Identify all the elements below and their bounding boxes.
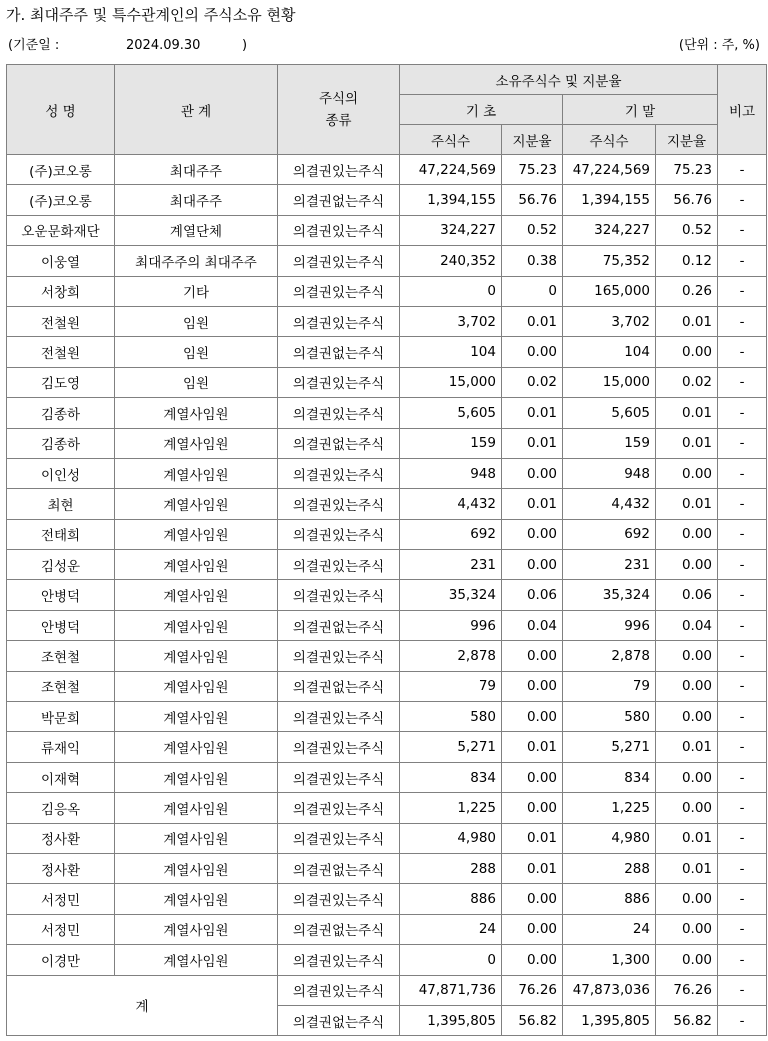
end-ratio-cell: 76.26 [656, 975, 718, 1005]
end-shares-cell: 1,394,155 [563, 185, 656, 215]
note-cell: - [718, 398, 767, 428]
end-shares-cell: 4,980 [563, 823, 656, 853]
stock-type-cell: 의결권없는주식 [278, 428, 400, 458]
note-cell: - [718, 367, 767, 397]
end-ratio-cell: 0.00 [656, 702, 718, 732]
begin-ratio-cell: 0.00 [502, 641, 563, 671]
note-cell: - [718, 580, 767, 610]
header-note: 비고 [718, 65, 767, 155]
note-cell: - [718, 428, 767, 458]
end-ratio-cell: 0.26 [656, 276, 718, 306]
begin-shares-cell: 4,432 [400, 489, 502, 519]
stock-type-cell: 의결권있는주식 [278, 489, 400, 519]
relation-cell: 계열사임원 [115, 671, 278, 701]
table-row [7, 793, 767, 823]
relation-cell: 계열사임원 [115, 793, 278, 823]
end-shares-cell: 104 [563, 337, 656, 367]
stock-type-cell: 의결권없는주식 [278, 853, 400, 883]
note-cell: - [718, 306, 767, 336]
table-row [7, 428, 767, 458]
table-row [7, 762, 767, 792]
end-ratio-cell: 0.12 [656, 246, 718, 276]
header-name: 성 명 [7, 65, 115, 155]
end-shares-cell: 1,300 [563, 945, 656, 975]
name-cell: 이재혁 [7, 762, 115, 792]
table-row [7, 641, 767, 671]
begin-shares-cell: 1,394,155 [400, 185, 502, 215]
stock-type-cell: 의결권있는주식 [278, 458, 400, 488]
relation-cell: 계열단체 [115, 215, 278, 245]
end-ratio-cell: 0.00 [656, 519, 718, 549]
begin-shares-cell: 159 [400, 428, 502, 458]
header-ownership: 소유주식수 및 지분율 [400, 65, 718, 95]
begin-ratio-cell: 0.02 [502, 367, 563, 397]
end-ratio-cell: 0.04 [656, 610, 718, 640]
stock-type-cell: 의결권있는주식 [278, 519, 400, 549]
stock-type-cell: 의결권있는주식 [278, 732, 400, 762]
name-cell: 류재익 [7, 732, 115, 762]
end-shares-cell: 5,271 [563, 732, 656, 762]
stock-type-cell: 의결권있는주식 [278, 398, 400, 428]
name-cell: 김종하 [7, 398, 115, 428]
name-cell: 전철원 [7, 337, 115, 367]
table-row [7, 550, 767, 580]
end-ratio-cell: 0.00 [656, 914, 718, 944]
end-shares-cell: 165,000 [563, 276, 656, 306]
begin-ratio-cell: 0.01 [502, 489, 563, 519]
name-cell: (주)코오롱 [7, 185, 115, 215]
end-shares-cell: 948 [563, 458, 656, 488]
begin-shares-cell: 996 [400, 610, 502, 640]
name-cell: 김응옥 [7, 793, 115, 823]
relation-cell: 계열사임원 [115, 945, 278, 975]
header-begin-ratio: 지분율 [502, 125, 563, 155]
begin-shares-cell: 47,871,736 [400, 975, 502, 1005]
relation-cell: 계열사임원 [115, 762, 278, 792]
stock-type-cell: 의결권있는주식 [278, 884, 400, 914]
stock-type-cell: 의결권있는주식 [278, 580, 400, 610]
stock-type-cell: 의결권있는주식 [278, 702, 400, 732]
end-ratio-cell: 0.01 [656, 398, 718, 428]
end-shares-cell: 47,873,036 [563, 975, 656, 1005]
begin-ratio-cell: 0.38 [502, 246, 563, 276]
stock-type-cell: 의결권있는주식 [278, 155, 400, 185]
relation-cell: 계열사임원 [115, 610, 278, 640]
stock-type-cell: 의결권있는주식 [278, 246, 400, 276]
table-row [7, 610, 767, 640]
begin-shares-cell: 1,395,805 [400, 1005, 502, 1035]
header-begin-shares: 주식수 [400, 125, 502, 155]
note-cell: - [718, 276, 767, 306]
end-ratio-cell: 0.02 [656, 367, 718, 397]
end-ratio-cell: 56.82 [656, 1005, 718, 1035]
end-shares-cell: 1,395,805 [563, 1005, 656, 1035]
note-cell: - [718, 702, 767, 732]
base-date-close: ) [242, 38, 248, 53]
relation-cell: 최대주주 [115, 155, 278, 185]
name-cell: 이웅열 [7, 246, 115, 276]
relation-cell: 최대주주 [115, 185, 278, 215]
note-cell: - [718, 914, 767, 944]
stock-type-cell: 의결권있는주식 [278, 367, 400, 397]
stock-type-cell: 의결권있는주식 [278, 793, 400, 823]
table-row [7, 155, 767, 185]
name-cell: 김종하 [7, 428, 115, 458]
begin-ratio-cell: 0.01 [502, 306, 563, 336]
relation-cell: 계열사임원 [115, 884, 278, 914]
note-cell: - [718, 945, 767, 975]
note-cell: - [718, 519, 767, 549]
begin-shares-cell: 24 [400, 914, 502, 944]
unit-label: (단위 : 주, %) [678, 38, 760, 53]
begin-shares-cell: 0 [400, 945, 502, 975]
end-shares-cell: 3,702 [563, 306, 656, 336]
begin-ratio-cell: 0.01 [502, 853, 563, 883]
note-cell: - [718, 1005, 767, 1035]
header-stock-type: 주식의 종류 [278, 65, 400, 155]
end-shares-cell: 996 [563, 610, 656, 640]
begin-ratio-cell: 0.00 [502, 762, 563, 792]
page-title: 가. 최대주주 및 특수관계인의 주식소유 현황 [6, 6, 296, 24]
stock-type-cell: 의결권없는주식 [278, 914, 400, 944]
stock-type-cell: 의결권있는주식 [278, 215, 400, 245]
note-cell: - [718, 489, 767, 519]
stock-type-cell: 의결권없는주식 [278, 185, 400, 215]
name-cell: 전태희 [7, 519, 115, 549]
stock-type-cell: 의결권없는주식 [278, 610, 400, 640]
begin-ratio-cell: 0.04 [502, 610, 563, 640]
relation-cell: 계열사임원 [115, 489, 278, 519]
relation-cell: 계열사임원 [115, 823, 278, 853]
begin-shares-cell: 3,702 [400, 306, 502, 336]
begin-ratio-cell: 56.82 [502, 1005, 563, 1035]
stock-type-cell: 의결권있는주식 [278, 550, 400, 580]
end-ratio-cell: 0.01 [656, 428, 718, 458]
begin-ratio-cell: 0.01 [502, 823, 563, 853]
stock-type-cell: 의결권있는주식 [278, 823, 400, 853]
begin-shares-cell: 834 [400, 762, 502, 792]
note-cell: - [718, 155, 767, 185]
name-cell: 서정민 [7, 884, 115, 914]
note-cell: - [718, 853, 767, 883]
relation-cell: 계열사임원 [115, 732, 278, 762]
begin-shares-cell: 5,271 [400, 732, 502, 762]
begin-shares-cell: 240,352 [400, 246, 502, 276]
note-cell: - [718, 732, 767, 762]
begin-shares-cell: 0 [400, 276, 502, 306]
begin-ratio-cell: 0.01 [502, 428, 563, 458]
relation-cell: 계열사임원 [115, 428, 278, 458]
table-row [7, 276, 767, 306]
end-shares-cell: 79 [563, 671, 656, 701]
name-cell: 김도영 [7, 367, 115, 397]
end-ratio-cell: 0.00 [656, 762, 718, 792]
end-shares-cell: 580 [563, 702, 656, 732]
begin-shares-cell: 47,224,569 [400, 155, 502, 185]
end-shares-cell: 47,224,569 [563, 155, 656, 185]
note-cell: - [718, 458, 767, 488]
name-cell: 정사환 [7, 823, 115, 853]
begin-ratio-cell: 56.76 [502, 185, 563, 215]
base-date-label: (기준일 : [8, 38, 60, 53]
table-row [7, 732, 767, 762]
table-row [7, 489, 767, 519]
name-cell: 서창희 [7, 276, 115, 306]
table-row [7, 367, 767, 397]
relation-cell: 계열사임원 [115, 580, 278, 610]
relation-cell: 임원 [115, 337, 278, 367]
end-ratio-cell: 0.06 [656, 580, 718, 610]
relation-cell: 계열사임원 [115, 398, 278, 428]
relation-cell: 계열사임원 [115, 641, 278, 671]
relation-cell: 최대주주의 최대주주 [115, 246, 278, 276]
relation-cell: 기타 [115, 276, 278, 306]
begin-ratio-cell: 0.00 [502, 914, 563, 944]
name-cell: 최현 [7, 489, 115, 519]
relation-cell: 임원 [115, 367, 278, 397]
name-cell: 서정민 [7, 914, 115, 944]
begin-shares-cell: 948 [400, 458, 502, 488]
begin-ratio-cell: 75.23 [502, 155, 563, 185]
base-date [8, 34, 247, 53]
begin-ratio-cell: 0.00 [502, 945, 563, 975]
end-ratio-cell: 0.01 [656, 853, 718, 883]
begin-shares-cell: 2,878 [400, 641, 502, 671]
name-cell: 오운문화재단 [7, 215, 115, 245]
begin-shares-cell: 692 [400, 519, 502, 549]
name-cell: 안병덕 [7, 580, 115, 610]
begin-ratio-cell: 0.00 [502, 671, 563, 701]
relation-cell: 임원 [115, 306, 278, 336]
end-shares-cell: 35,324 [563, 580, 656, 610]
begin-shares-cell: 1,225 [400, 793, 502, 823]
shareholding-table [6, 64, 767, 1036]
end-shares-cell: 692 [563, 519, 656, 549]
begin-ratio-cell: 0.00 [502, 550, 563, 580]
table-row [7, 246, 767, 276]
end-shares-cell: 231 [563, 550, 656, 580]
end-shares-cell: 1,225 [563, 793, 656, 823]
note-cell: - [718, 337, 767, 367]
note-cell: - [718, 762, 767, 792]
name-cell: 이인성 [7, 458, 115, 488]
total-row [7, 975, 767, 1005]
table-row [7, 823, 767, 853]
relation-cell: 계열사임원 [115, 519, 278, 549]
end-shares-cell: 15,000 [563, 367, 656, 397]
end-ratio-cell: 0.01 [656, 732, 718, 762]
begin-ratio-cell: 0.52 [502, 215, 563, 245]
end-ratio-cell: 0.00 [656, 337, 718, 367]
header-end: 기 말 [563, 95, 718, 125]
table-row [7, 337, 767, 367]
end-ratio-cell: 0.00 [656, 884, 718, 914]
table-row [7, 580, 767, 610]
table-body [7, 155, 767, 1036]
table-row [7, 884, 767, 914]
end-ratio-cell: 0.00 [656, 945, 718, 975]
note-cell: - [718, 550, 767, 580]
end-shares-cell: 5,605 [563, 398, 656, 428]
note-cell: - [718, 641, 767, 671]
note-cell: - [718, 610, 767, 640]
stock-type-cell: 의결권있는주식 [278, 975, 400, 1005]
end-ratio-cell: 0.52 [656, 215, 718, 245]
stock-type-cell: 의결권없는주식 [278, 337, 400, 367]
note-cell: - [718, 215, 767, 245]
begin-shares-cell: 580 [400, 702, 502, 732]
begin-ratio-cell: 0 [502, 276, 563, 306]
name-cell: 이경만 [7, 945, 115, 975]
table-row [7, 945, 767, 975]
note-cell: - [718, 823, 767, 853]
name-cell: 박문희 [7, 702, 115, 732]
end-ratio-cell: 0.00 [656, 793, 718, 823]
relation-cell: 계열사임원 [115, 702, 278, 732]
name-cell: 안병덕 [7, 610, 115, 640]
total-label: 계 [7, 975, 278, 1036]
end-ratio-cell: 0.01 [656, 306, 718, 336]
begin-ratio-cell: 0.01 [502, 732, 563, 762]
stock-type-cell: 의결권있는주식 [278, 762, 400, 792]
end-shares-cell: 4,432 [563, 489, 656, 519]
table-row [7, 519, 767, 549]
note-cell: - [718, 975, 767, 1005]
begin-ratio-cell: 0.00 [502, 337, 563, 367]
end-shares-cell: 834 [563, 762, 656, 792]
begin-shares-cell: 288 [400, 853, 502, 883]
end-ratio-cell: 0.00 [656, 641, 718, 671]
begin-shares-cell: 4,980 [400, 823, 502, 853]
table-row [7, 398, 767, 428]
begin-shares-cell: 104 [400, 337, 502, 367]
table-meta [0, 34, 768, 54]
begin-shares-cell: 231 [400, 550, 502, 580]
table-row [7, 671, 767, 701]
relation-cell: 계열사임원 [115, 550, 278, 580]
begin-ratio-cell: 0.00 [502, 884, 563, 914]
end-ratio-cell: 0.00 [656, 458, 718, 488]
note-cell: - [718, 246, 767, 276]
header-begin: 기 초 [400, 95, 563, 125]
table-row [7, 702, 767, 732]
end-shares-cell: 24 [563, 914, 656, 944]
begin-ratio-cell: 0.06 [502, 580, 563, 610]
note-cell: - [718, 793, 767, 823]
stock-type-cell: 의결권있는주식 [278, 306, 400, 336]
stock-type-cell: 의결권있는주식 [278, 945, 400, 975]
header-end-ratio: 지분율 [656, 125, 718, 155]
begin-ratio-cell: 0.00 [502, 702, 563, 732]
table-row [7, 185, 767, 215]
table-row [7, 215, 767, 245]
base-date-value: 2024.09.30 [126, 38, 201, 53]
relation-cell: 계열사임원 [115, 914, 278, 944]
table-row [7, 853, 767, 883]
name-cell: 조현철 [7, 641, 115, 671]
note-cell: - [718, 185, 767, 215]
stock-type-cell: 의결권있는주식 [278, 276, 400, 306]
begin-shares-cell: 324,227 [400, 215, 502, 245]
end-ratio-cell: 75.23 [656, 155, 718, 185]
end-shares-cell: 159 [563, 428, 656, 458]
begin-shares-cell: 79 [400, 671, 502, 701]
begin-ratio-cell: 0.00 [502, 519, 563, 549]
note-cell: - [718, 884, 767, 914]
begin-ratio-cell: 0.00 [502, 458, 563, 488]
name-cell: 조현철 [7, 671, 115, 701]
end-ratio-cell: 56.76 [656, 185, 718, 215]
end-shares-cell: 75,352 [563, 246, 656, 276]
stock-type-cell: 의결권있는주식 [278, 641, 400, 671]
begin-shares-cell: 15,000 [400, 367, 502, 397]
begin-shares-cell: 886 [400, 884, 502, 914]
stock-type-cell: 의결권없는주식 [278, 671, 400, 701]
name-cell: 전철원 [7, 306, 115, 336]
note-cell: - [718, 671, 767, 701]
end-ratio-cell: 0.00 [656, 671, 718, 701]
name-cell: (주)코오롱 [7, 155, 115, 185]
end-ratio-cell: 0.00 [656, 550, 718, 580]
name-cell: 정사환 [7, 853, 115, 883]
end-ratio-cell: 0.01 [656, 823, 718, 853]
begin-ratio-cell: 0.01 [502, 398, 563, 428]
end-ratio-cell: 0.01 [656, 489, 718, 519]
end-shares-cell: 886 [563, 884, 656, 914]
begin-ratio-cell: 76.26 [502, 975, 563, 1005]
header-relation: 관 계 [115, 65, 278, 155]
table-row [7, 914, 767, 944]
stock-type-cell: 의결권없는주식 [278, 1005, 400, 1035]
end-shares-cell: 2,878 [563, 641, 656, 671]
relation-cell: 계열사임원 [115, 853, 278, 883]
begin-shares-cell: 35,324 [400, 580, 502, 610]
begin-shares-cell: 5,605 [400, 398, 502, 428]
table-row [7, 306, 767, 336]
end-shares-cell: 324,227 [563, 215, 656, 245]
table-row [7, 458, 767, 488]
relation-cell: 계열사임원 [115, 458, 278, 488]
name-cell: 김성운 [7, 550, 115, 580]
end-shares-cell: 288 [563, 853, 656, 883]
begin-ratio-cell: 0.00 [502, 793, 563, 823]
header-end-shares: 주식수 [563, 125, 656, 155]
